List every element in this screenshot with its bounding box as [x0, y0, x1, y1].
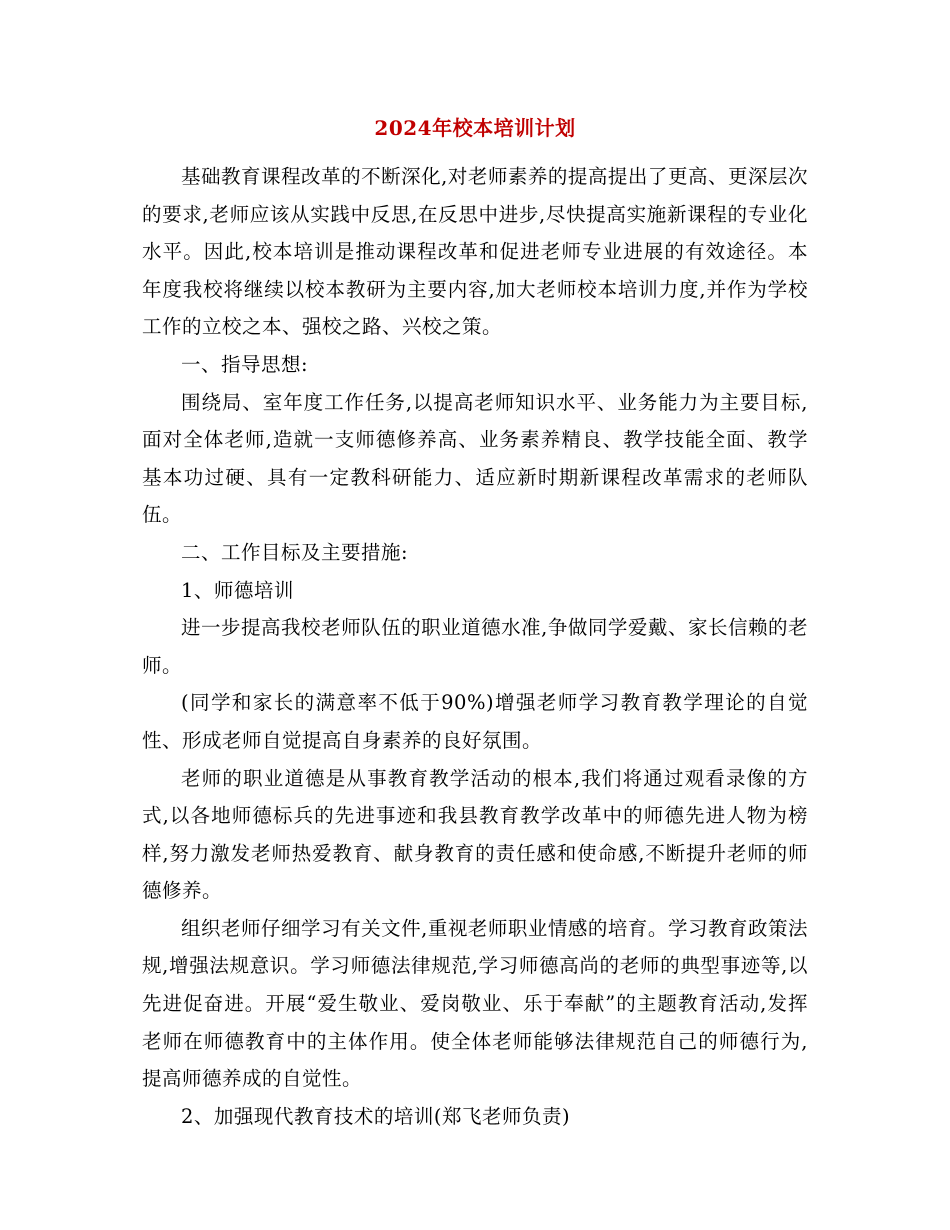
- paragraph-guiding-thought: 围绕局、室年度工作任务,以提高老师知识水平、业务能力为主要目标,面对全体老师,造就一支师德修养高、业务素养精良、教学技能全面、教学基本功过硬、具有一定教科研能力、适应新时期新课程改革需求的老师队伍。: [142, 390, 808, 527]
- paragraph-ethics-method: 老师的职业道德是从事教育教学活动的根本,我们将通过观看录像的方式,以各地师德标兵的先进事迹和我县教育教学改革中的师德先进人物为榜样,努力激发老师热爱教育、献身教育的责任感和使命感,不断提升老师的师德修养。: [142, 766, 808, 903]
- paragraph-ethics-study: 组织老师仔细学习有关文件,重视老师职业情感的培育。学习教育政策法规,增强法规意识。学习师德法律规范,学习师德高尚的老师的典型事迹等,以先进促奋进。开展“爱生敬业、爱岗敬业、乐于奉献”的主题教育活动,发挥老师在师德教育中的主体作用。使全体老师能够法律规范自己的师德行为,提高师德养成的自觉性。: [142, 916, 808, 1091]
- paragraph-intro: 基础教育课程改革的不断深化,对老师素养的提高提出了更高、更深层次的要求,老师应该从实践中反思,在反思中进步,尽快提高实施新课程的专业化水平。因此,校本培训是推动课程改革和促进老师专业进展的有效途径。本年度我校将继续以校本教研为主要内容,加大老师校本培训力度,并作为学校工作的立校之本、强校之路、兴校之策。: [142, 165, 808, 339]
- document-page: [142, 112, 808, 1135]
- section-heading-guiding-thought: 一、指导思想:: [181, 352, 309, 376]
- subheading-edtech-training: 2、加强现代教育技术的培训(郑飞老师负责): [181, 1104, 571, 1128]
- document-title: 2024年校本培训计划: [374, 116, 576, 140]
- paragraph-satisfaction-rate: (同学和家长的满意率不低于90%)增强老师学习教育教学理论的自觉性、形成老师自觉提高自身素养的良好氛围。: [142, 691, 808, 752]
- subheading-ethics-training: 1、师德培训: [181, 578, 294, 602]
- section-heading-goals-measures: 二、工作目标及主要措施:: [181, 540, 409, 564]
- paragraph-ethics-goal: 进一步提高我校老师队伍的职业道德水准,争做同学爱戴、家长信赖的老师。: [142, 616, 808, 677]
